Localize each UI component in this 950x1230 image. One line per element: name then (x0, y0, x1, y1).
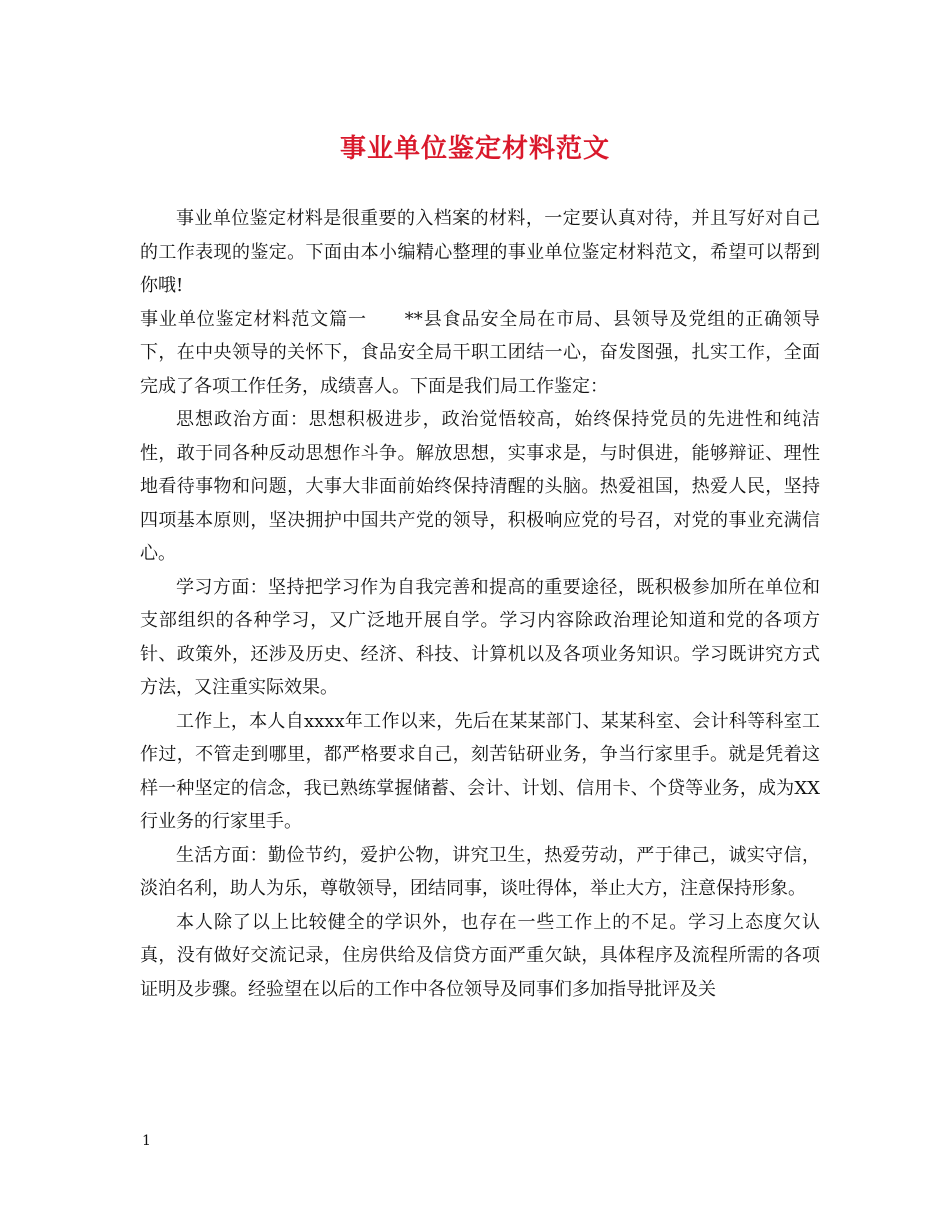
paragraph-study: 学习方面：坚持把学习作为自我完善和提高的重要途径，既积极参加所在单位和支部组织的各种学习，又广泛地开展自学。学习内容除政治理论知道和党的各项方针、政策外，还涉及历史、经济、科技、计算机以及各项业务知识。学习既讲究方式方法，又注重实际效果。 (140, 576, 820, 698)
paragraph-life: 生活方面：勤俭节约，爱护公物，讲究卫生，热爱劳动，严于律己，诚实守信，淡泊名利，助人为乐，尊敬领导，团结同事，谈吐得体，举止大方，注意保持形象。 (140, 844, 820, 899)
paragraph-sample-one: 事业单位鉴定材料范文篇一 **县食品安全局在市局、县领导及党组的正确领导下，在中央领导的关怀下，食品安全局干职工团结一心，奋发图强，扎实工作，全面完成了各项工作任务，成绩喜人。下面是我们局工作鉴定： (140, 308, 820, 397)
document-body (140, 202, 820, 1006)
paragraph-political: 思想政治方面：思想积极进步，政治觉悟较高，始终保持党员的先进性和纯洁性，敢于同各种反动思想作斗争。解放思想，实事求是，与时俱进，能够辩证、理性地看待事物和问题，大事大非面前始终保持清醒的头脑。热爱祖国，热爱人民，坚持四项基本原则，坚决拥护中国共产党的领导，积极响应党的号召，对党的事业充满信心。 (140, 409, 820, 564)
paragraph-work: 工作上，本人自xxxx年工作以来，先后在某某部门、某某科室、会计科等科室工作过，不管走到哪里，都严格要求自己，刻苦钻研业务，争当行家里手。就是凭着这样一种坚定的信念，我已熟练掌握储蓄、会计、计划、信用卡、个贷等业务，成为XX行业务的行家里手。 (140, 710, 820, 832)
document-title: 事业单位鉴定材料范文 (339, 134, 610, 164)
paragraph-shortcomings: 本人除了以上比较健全的学识外，也存在一些工作上的不足。学习上态度欠认真，没有做好交流记录，住房供给及信贷方面严重欠缺，具体程序及流程所需的各项证明及步骤。经验望在以后的工作中各位领导及同事们多加指导批评及关 (140, 911, 820, 1000)
page-number: 1 (142, 1133, 151, 1149)
paragraph-intro: 事业单位鉴定材料是很重要的入档案的材料，一定要认真对待，并且写好对自己的工作表现的鉴定。下面由本小编精心整理的事业单位鉴定材料范文，希望可以帮到你哦! (140, 208, 820, 296)
